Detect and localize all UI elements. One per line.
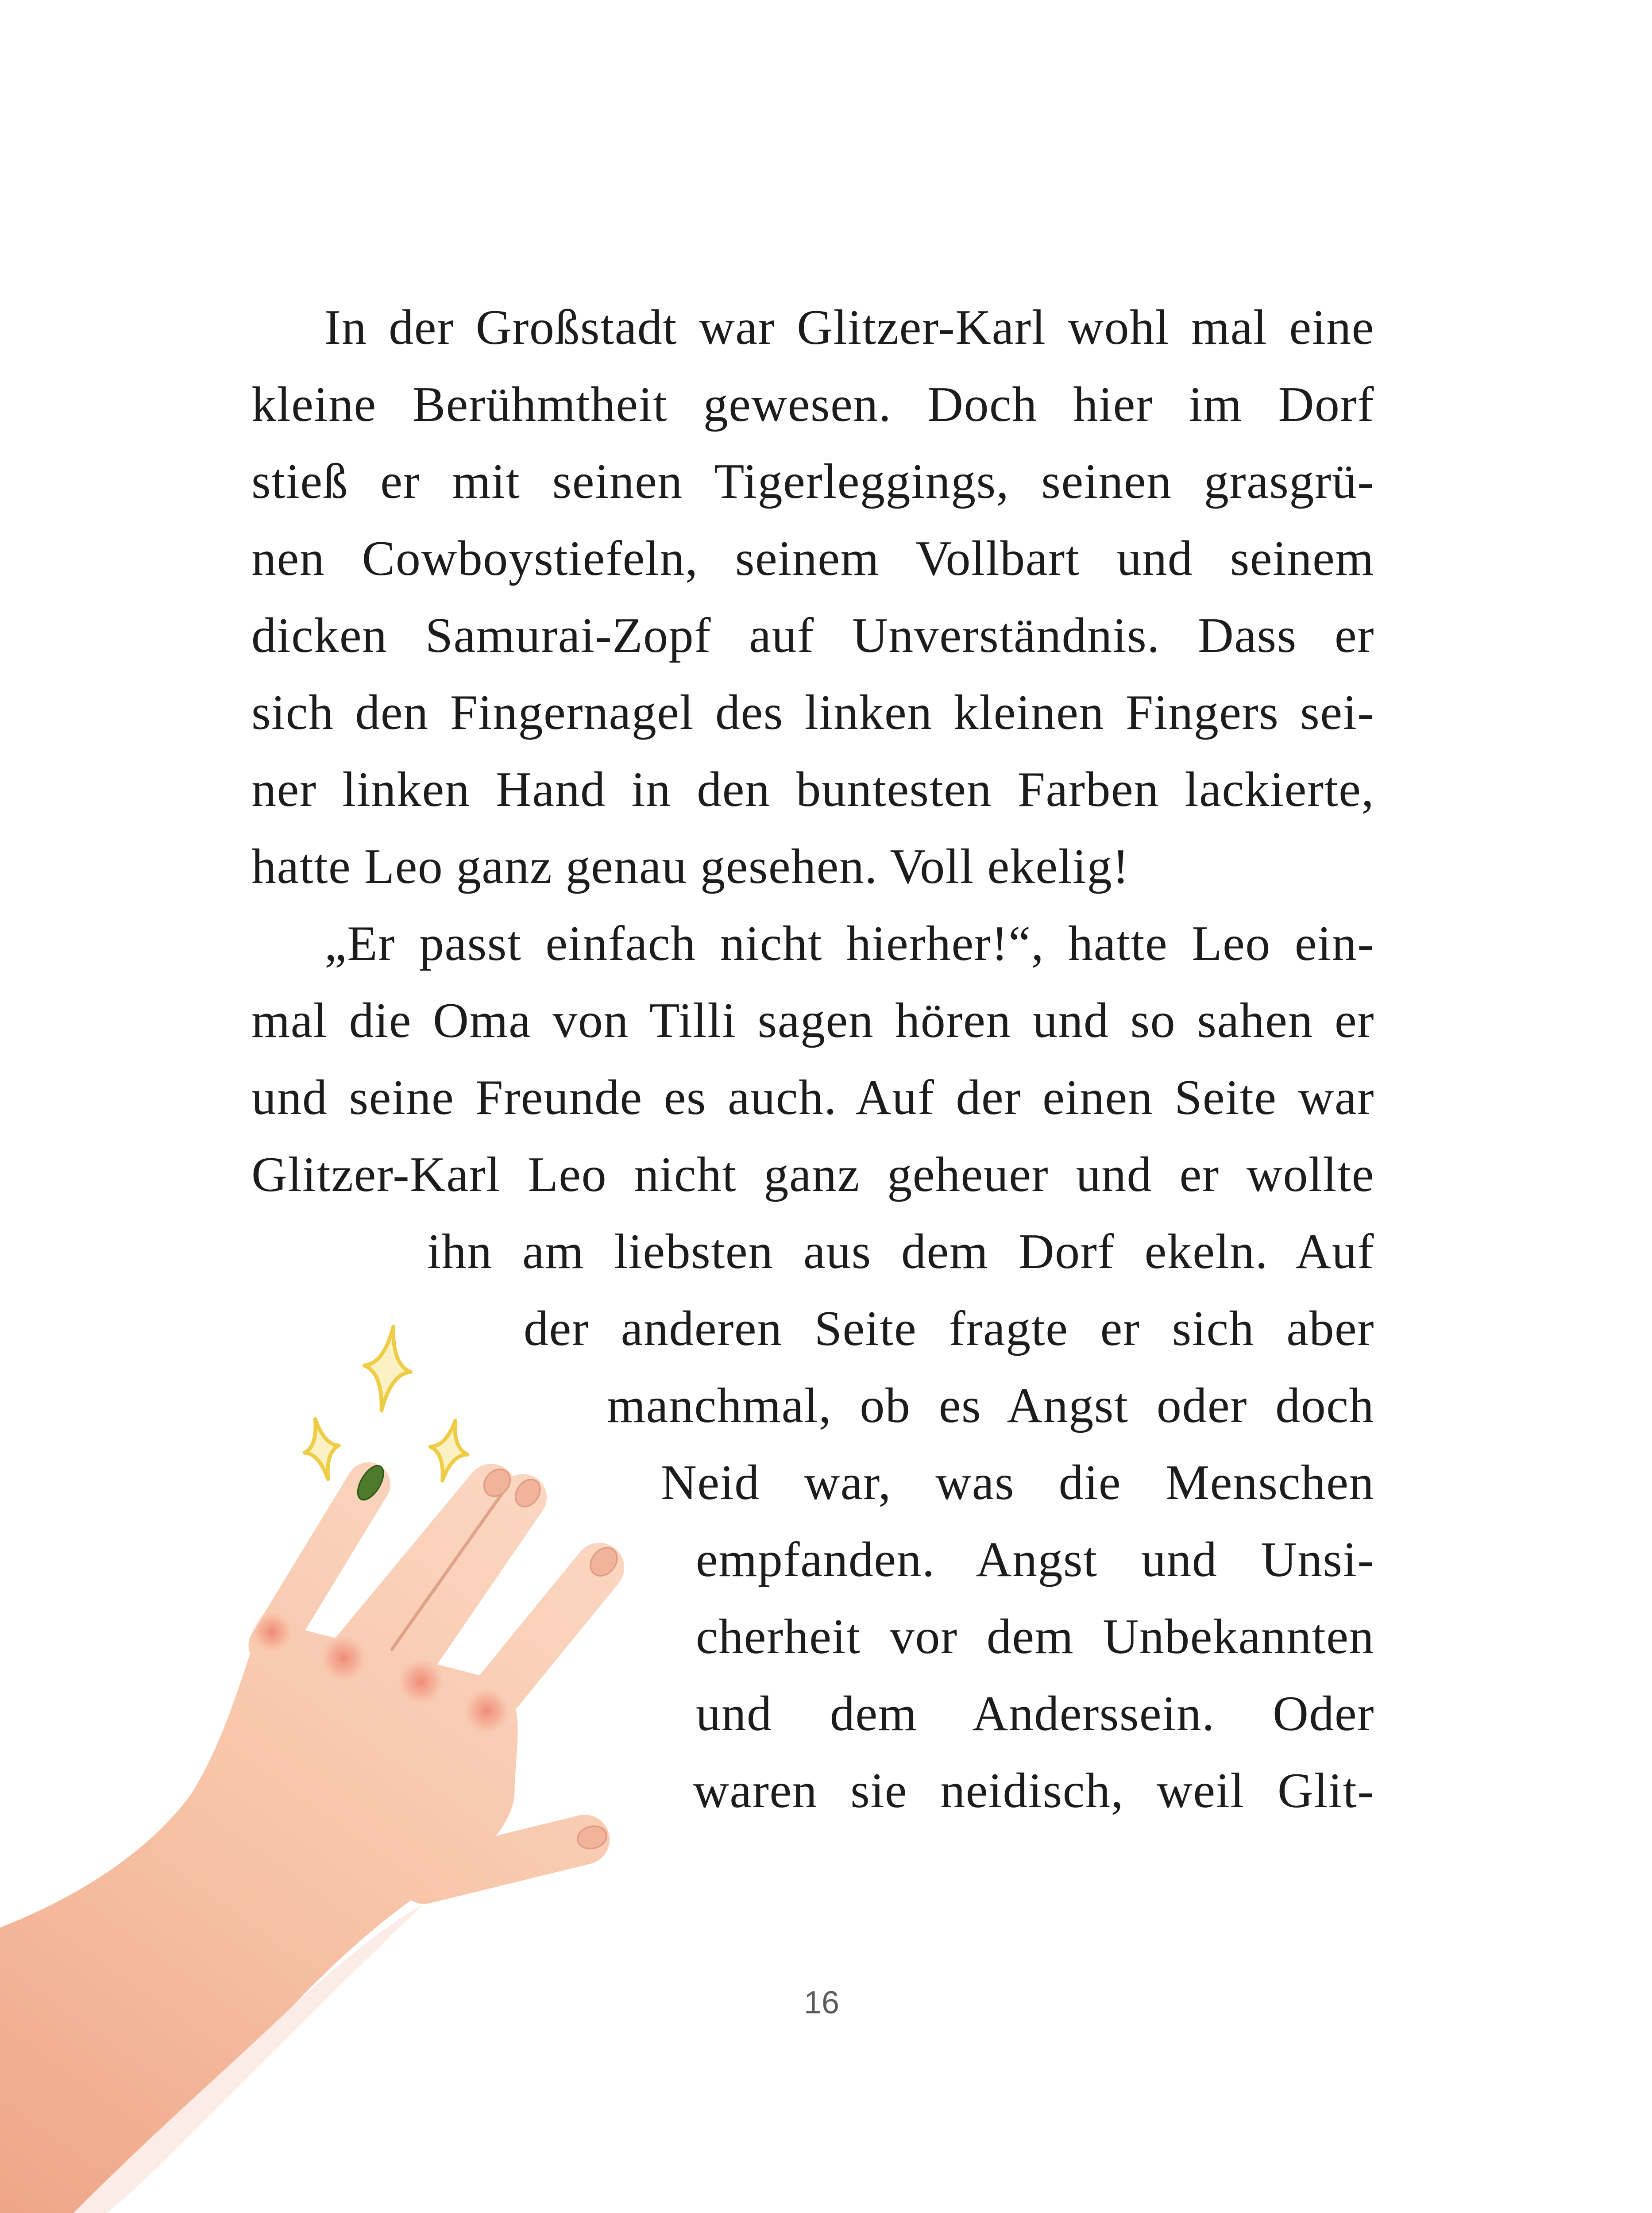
text-line: cherheit vor dem Unbekannten (696, 1609, 1374, 1664)
text-line: dicken Samurai-Zopf auf Unverständnis. Dass er (251, 608, 1374, 663)
paragraph (251, 905, 1374, 1829)
text-line: mal die Oma von Tilli sagen hören und so sahen er (251, 993, 1374, 1048)
text-line: stieß er mit seinen Tigerleggings, seinen grasgrü- (251, 454, 1374, 509)
text-line: und dem Anderssein. Oder (696, 1686, 1374, 1741)
text-line: nen Cowboystiefeln, seinem Vollbart und seinem (251, 531, 1374, 586)
text-line: der anderen Seite fragte er sich aber (524, 1301, 1374, 1356)
page-number: 16 (803, 1985, 840, 2020)
text-line: hatte Leo ganz genau gesehen. Voll ekelig! (251, 839, 1130, 894)
text-line: Glitzer-Karl Leo nicht ganz geheuer und er wollte (251, 1147, 1374, 1202)
text-line: sich den Fingernagel des linken kleinen Fingers sei- (251, 685, 1374, 740)
text-line: Neid war, was die Menschen (661, 1455, 1374, 1510)
text-line: manchmal, ob es Angst oder doch (607, 1378, 1374, 1433)
paragraph (251, 289, 1374, 905)
text-line: In der Großstadt war Glitzer-Karl wohl mal eine (324, 300, 1374, 355)
text-line: ihn am liebsten aus dem Dorf ekeln. Auf (427, 1224, 1374, 1279)
text-line: waren sie neidisch, weil Glit- (693, 1763, 1374, 1818)
text-line: kleine Berühmtheit gewesen. Doch hier im Dorf (251, 377, 1374, 432)
text-line: und seine Freunde es auch. Auf der einen Seite war (251, 1070, 1374, 1125)
body-text (251, 289, 1374, 1829)
text-line: ner linken Hand in den buntesten Farben lackierte, (251, 762, 1374, 817)
text-line: empfanden. Angst und Unsi- (696, 1532, 1374, 1587)
text-line: „Er passt einfach nicht hierher!“, hatte Leo ein- (324, 916, 1374, 971)
